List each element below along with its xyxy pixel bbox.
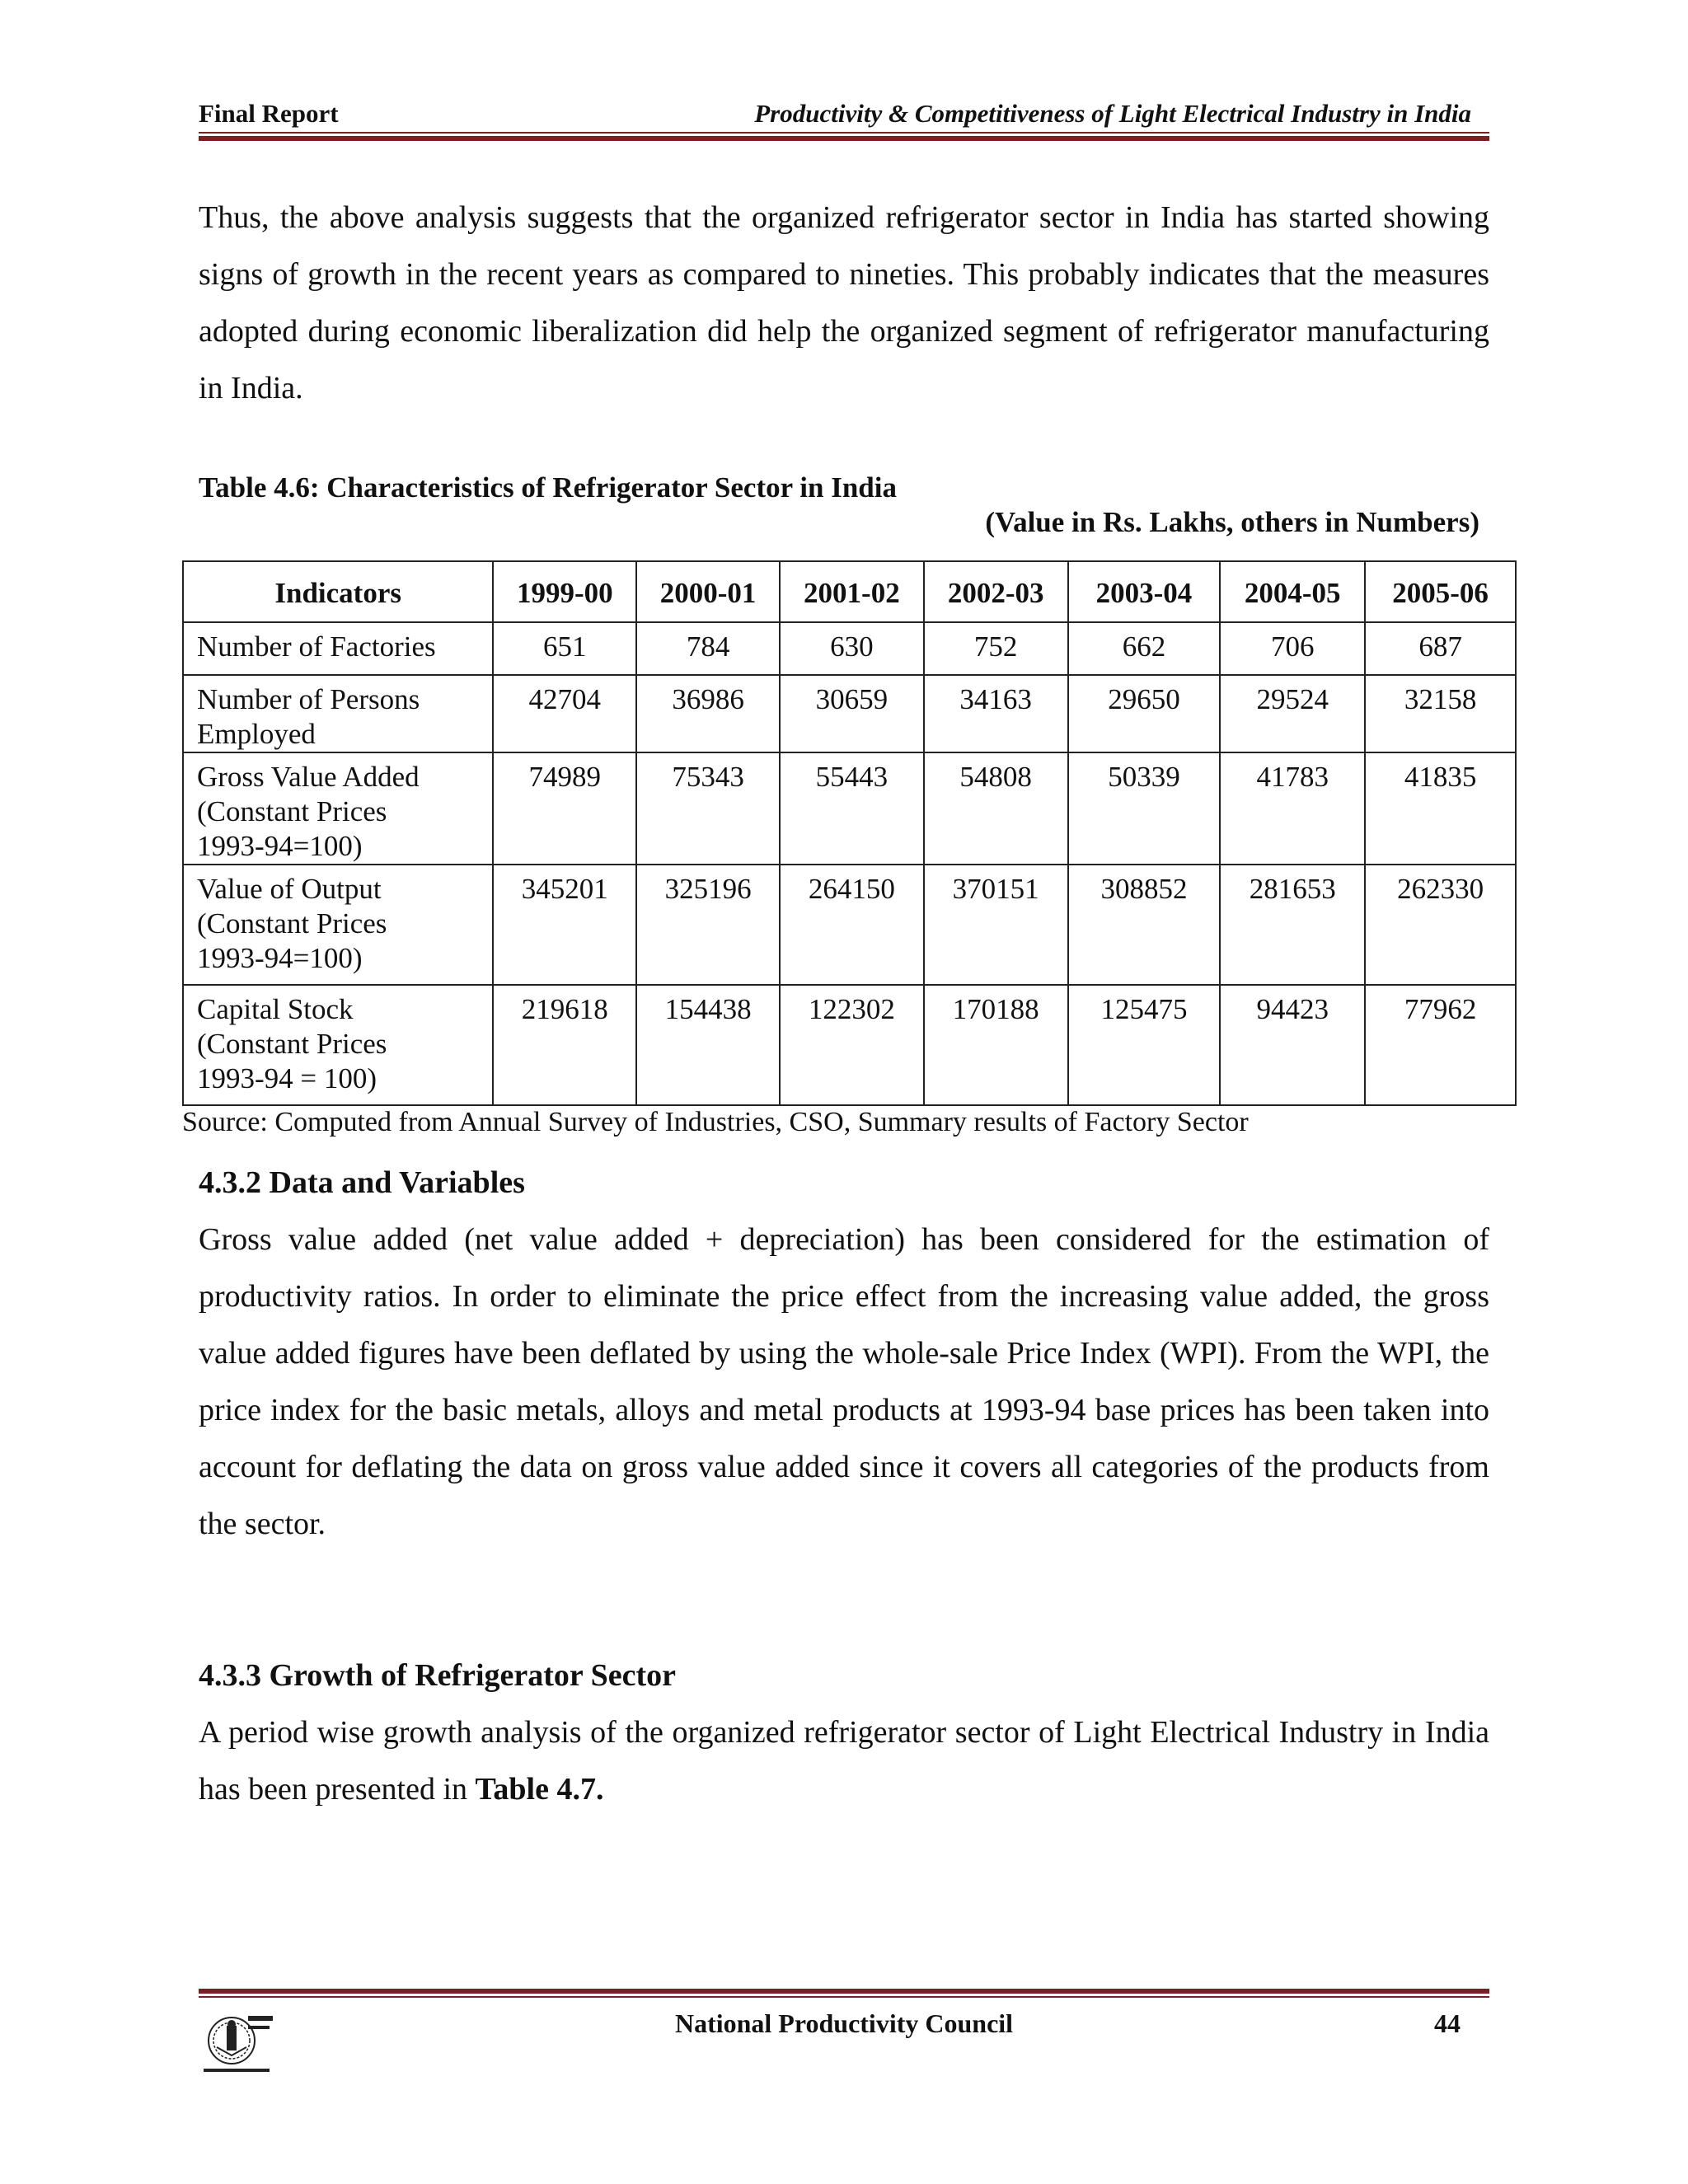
table-cell: 74989 (493, 752, 636, 865)
footer-organization: National Productivity Council (674, 2008, 1014, 2038)
header-rule-thick (199, 136, 1489, 141)
table-header-cell: 2004-05 (1220, 561, 1365, 622)
row-label-line: Number of Factories (197, 630, 436, 663)
page-number: 44 (1434, 2008, 1461, 2038)
table-header-cell: 2000-01 (636, 561, 780, 622)
table-row (183, 985, 1516, 1105)
table-cell: 77962 (1365, 985, 1516, 1105)
intro-paragraph: Thus, the above analysis suggests that the organized refrigerator sector in India has started showing signs of growth in the recent years as compared to nineties. This probably indicates that the measures adopted during economic liberalization did help the organized segment of refrigerator manufacturing in India. (199, 200, 1489, 405)
table-cell: 264150 (780, 865, 924, 985)
section-heading-data-variables: 4.3.2 Data and Variables (199, 1165, 525, 1200)
footer-rule-thin (199, 1996, 1489, 1998)
table-cell: 32158 (1365, 675, 1516, 752)
row-label-line: 1993-94=100) (197, 942, 363, 974)
row-label-line: 1993-94 = 100) (197, 1062, 377, 1094)
table-cell: 54808 (924, 752, 1068, 865)
table-row (183, 622, 1516, 675)
table-cell: 752 (924, 622, 1068, 675)
table-header-cell: 2005-06 (1365, 561, 1516, 622)
table-cell: 262330 (1365, 865, 1516, 985)
table-row (183, 752, 1516, 865)
row-label-line: Employed (197, 718, 316, 750)
table-cell: 50339 (1068, 752, 1221, 865)
row-label-line: Value of Output (197, 873, 382, 905)
header-left-title: Final Report (199, 99, 339, 128)
table-header-row (183, 561, 1516, 622)
table-cell: 345201 (493, 865, 636, 985)
table-cell: 29524 (1220, 675, 1365, 752)
row-label (183, 675, 493, 752)
table-reference: Table 4.7. (475, 1772, 604, 1807)
table-cell: 154438 (636, 985, 780, 1105)
table-cell: 36986 (636, 675, 780, 752)
growth-paragraph-text: A period wise growth analysis of the organized refrigerator sector of Light Electrical Industry in India has been presented in (199, 1715, 1489, 1807)
table-cell: 687 (1365, 622, 1516, 675)
table-source-note: Source: Computed from Annual Survey of Industries, CSO, Summary results of Factory Sector (182, 1107, 1249, 1137)
table-cell: 325196 (636, 865, 780, 985)
table-header-cell: Indicators (183, 561, 493, 622)
characteristics-table (182, 560, 1517, 1106)
table-cell: 29650 (1068, 675, 1221, 752)
table-cell: 94423 (1220, 985, 1365, 1105)
row-label-line: (Constant Prices (197, 907, 387, 940)
table-cell: 170188 (924, 985, 1068, 1105)
table-header-cell: 2003-04 (1068, 561, 1221, 622)
table-header-cell: 1999-00 (493, 561, 636, 622)
table-cell: 55443 (780, 752, 924, 865)
row-label-line: (Constant Prices (197, 795, 387, 827)
table-cell: 281653 (1220, 865, 1365, 985)
table-row (183, 675, 1516, 752)
table-cell: 125475 (1068, 985, 1221, 1105)
table-cell: 41835 (1365, 752, 1516, 865)
row-label-line: Number of Persons (197, 683, 420, 715)
row-label-line: (Constant Prices (197, 1028, 387, 1060)
row-label-line: Gross Value Added (197, 761, 420, 793)
table-cell: 308852 (1068, 865, 1221, 985)
table-cell: 651 (493, 622, 636, 675)
table-row (183, 865, 1516, 985)
table-unit-note: (Value in Rs. Lakhs, others in Numbers) (985, 506, 1479, 538)
header-right-title: Productivity & Competitiveness of Light Electrical Industry in India (754, 99, 1471, 128)
header-rule-thin (199, 132, 1489, 134)
table-cell: 42704 (493, 675, 636, 752)
table-cell: 784 (636, 622, 780, 675)
row-label (183, 985, 493, 1105)
table-cell: 122302 (780, 985, 924, 1105)
table-cell: 219618 (493, 985, 636, 1105)
row-label-line: Capital Stock (197, 993, 354, 1025)
table-header-cell: 2001-02 (780, 561, 924, 622)
table-cell: 630 (780, 622, 924, 675)
section-heading-growth: 4.3.3 Growth of Refrigerator Sector (199, 1658, 676, 1693)
row-label (183, 865, 493, 985)
footer-rule-thick (199, 1989, 1489, 1994)
table-caption: Table 4.6: Characteristics of Refrigerator Sector in India (199, 471, 897, 504)
table-header-cell: 2002-03 (924, 561, 1068, 622)
row-label (183, 622, 493, 675)
table-cell: 662 (1068, 622, 1221, 675)
table-cell: 75343 (636, 752, 780, 865)
table-cell: 706 (1220, 622, 1365, 675)
row-label-line: 1993-94=100) (197, 830, 363, 862)
table-cell: 370151 (924, 865, 1068, 985)
table-cell: 34163 (924, 675, 1068, 752)
row-label (183, 752, 493, 865)
table-cell: 41783 (1220, 752, 1365, 865)
data-variables-paragraph: Gross value added (net value added + depreciation) has been considered for the estimation of productivity ratios. In order to eliminate the price effect from the increasing value added, the gross value added figures have been deflated by using the whole-sale Price Index (WPI). From the WPI, the price index for the basic metals, alloys and metal products at 1993-94 base prices has been taken into account for deflating the data on gross value added since it covers all categories of the products from the sector. (199, 1222, 1489, 1541)
table-cell: 30659 (780, 675, 924, 752)
growth-paragraph (199, 1704, 1489, 1818)
